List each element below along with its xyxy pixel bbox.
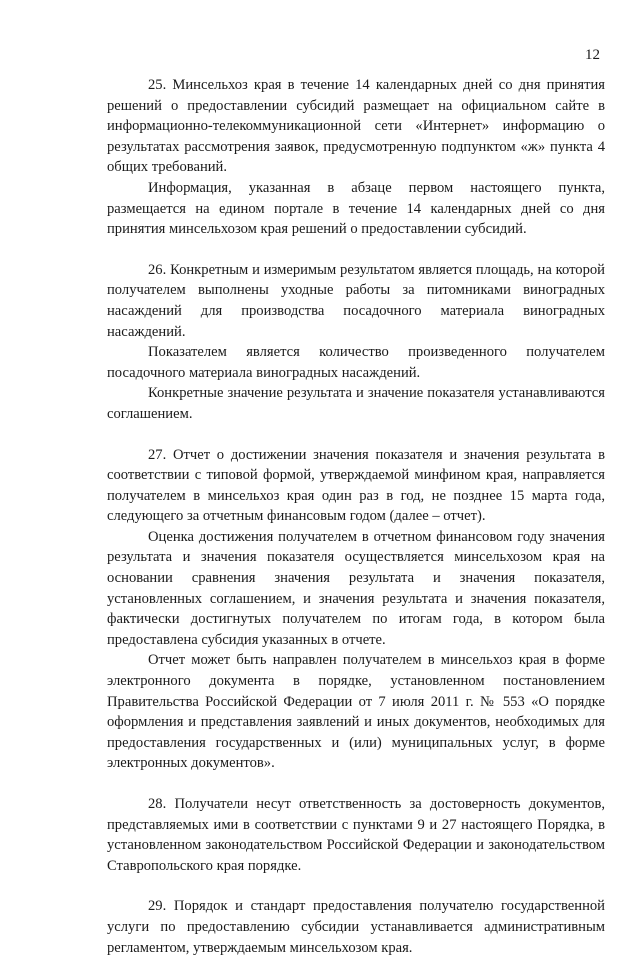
page-number: 12 (585, 47, 600, 63)
paragraph: Отчет может быть направлен получателем в минсельхоз края в форме электронного документа в порядке, установленном постановлением Правительства Российской Федерации от 7 июля 2011 г. № 553 «О порядке оформления и представления заявлений и иных документов, необходимых для предоставления государственных и (или) муниципальных услуг, в форме электронных документов». (107, 652, 605, 772)
paragraph: Оценка достижения получателем в отчетном финансовом году значения результата и значения показателя осуществляется минсельхозом края на основании сравнения значения результата и значения показателя, установленных соглашением, и значения результата и значения показателя, фактически достигнутых получателем по итогам года, в котором была предоставлена субсидия указанных в отчете. (107, 528, 605, 648)
section-28 (107, 794, 605, 876)
section-29 (107, 896, 605, 958)
paragraph: 26. Конкретным и измеримым результатом является площадь, на которой получателем выполнены уходные работы за питомниками виноградных насаждений для производства посадочного материала виноградных насаждений. (107, 261, 605, 340)
document-body (107, 75, 605, 958)
paragraph: Показателем является количество произведенного получателем посадочного материала виноградных насаждений. (107, 344, 605, 381)
paragraph: Информация, указанная в абзаце первом настоящего пункта, размещается на едином портале в течение 14 календарных дней со дня принятия минсельхозом края решений о предоставлении субсидий. (107, 179, 605, 238)
paragraph: 28. Получатели несут ответственность за достоверность документов, представляемых ими в соответствии с пунктами 9 и 27 настоящего Порядка, в установленном законодательством Российской Федерации и законодательством Ставропольского края порядке. (107, 796, 605, 874)
section-25 (107, 75, 605, 240)
paragraph: 27. Отчет о достижении значения показателя и значения результата в соответствии с типовой формой, утверждаемой минфином края, направляется получателем в минсельхоз края один раз в год, не позднее 15 марта года, следующего за отчетным финансовым годом (далее – отчет). (107, 446, 605, 525)
section-26 (107, 260, 605, 425)
paragraph: 29. Порядок и стандарт предоставления получателю государственной услуги по предоставлению субсидии устанавливается административным регламентом, утверждаемым минсельхозом края. (107, 898, 605, 956)
paragraph: 25. Минсельхоз края в течение 14 календарных дней со дня принятия решений о предоставлении субсидий размещает на официальном сайте в информационно-телекоммуникационной сети «Интернет» информацию о результатах рассмотрения заявок, предусмотренную подпунктом «ж» пункта 4 общих требований. (107, 77, 605, 176)
section-27 (107, 445, 605, 775)
paragraph: Конкретные значение результата и значение показателя устанавливаются соглашением. (107, 385, 605, 422)
